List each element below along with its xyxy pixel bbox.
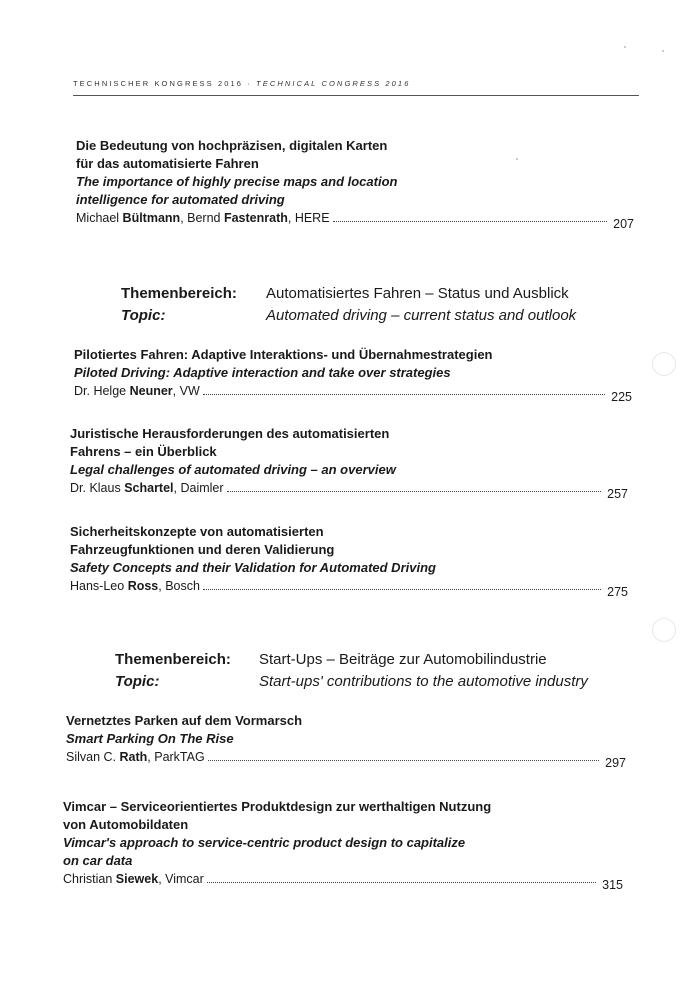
header-separator: · bbox=[247, 79, 252, 88]
topic-label-de: Themenbereich: bbox=[115, 651, 231, 668]
entry-authors-line bbox=[66, 748, 626, 770]
entry-title-de: Vimcar – Serviceorientiertes Produktdesign zur werthaltigen Nutzung bbox=[63, 799, 492, 814]
entry-title-de-cont: Fahrzeugfunktionen und deren Validierung bbox=[70, 542, 335, 557]
header-rule bbox=[73, 95, 639, 96]
topic-heading bbox=[121, 283, 591, 329]
entry-authors: Dr. Klaus Schartel, Daimler bbox=[70, 481, 224, 495]
entry-title-de-cont: Fahrens – ein Überblick bbox=[70, 444, 217, 459]
entry-authors: Dr. Helge Neuner, VW bbox=[74, 384, 200, 398]
dot-leader bbox=[203, 588, 601, 590]
entry-authors-line bbox=[70, 577, 628, 599]
running-title-en: TECHNICAL CONGRESS 2016 bbox=[256, 79, 411, 88]
topic-value-de: Start-Ups – Beiträge zur Automobilindustrie bbox=[259, 651, 547, 668]
entry-title-de: Die Bedeutung von hochpräzisen, digitalen Karten bbox=[76, 138, 388, 153]
entry-page-number: 275 bbox=[607, 585, 628, 599]
entry-title-en: Smart Parking On The Rise bbox=[66, 731, 234, 746]
entry-authors-line bbox=[76, 209, 634, 231]
topic-value-en: Start-ups' contributions to the automotive industry bbox=[259, 673, 588, 690]
toc-entry bbox=[66, 712, 626, 770]
entry-authors: Silvan C. Rath, ParkTAG bbox=[66, 750, 205, 764]
scan-speck bbox=[516, 158, 518, 160]
topic-value-en: Automated driving – current status and outlook bbox=[266, 307, 577, 324]
entry-page-number: 257 bbox=[607, 487, 628, 501]
topic-label-en: Topic: bbox=[115, 673, 160, 690]
entry-title-en-cont: on car data bbox=[63, 853, 133, 868]
entry-page-number: 225 bbox=[611, 390, 632, 404]
entry-title-de: Pilotiertes Fahren: Adaptive Interaktions- und Übernahmestrategien bbox=[74, 347, 493, 362]
entry-authors-line bbox=[70, 479, 628, 501]
topic-label-de: Themenbereich: bbox=[121, 285, 237, 302]
toc-entry bbox=[76, 137, 634, 231]
entry-page-number: 207 bbox=[613, 217, 634, 231]
entry-title-de: Juristische Herausforderungen des automatisierten bbox=[70, 426, 390, 441]
entry-title-de-cont: für das automatisierte Fahren bbox=[76, 156, 259, 171]
topic-value-de: Automatisiertes Fahren – Status und Ausblick bbox=[266, 285, 569, 302]
scan-speck bbox=[624, 46, 626, 48]
toc-entry bbox=[70, 523, 628, 599]
toc-entry bbox=[70, 425, 628, 501]
entry-title-de: Vernetztes Parken auf dem Vormarsch bbox=[66, 713, 303, 728]
running-title-de: TECHNISCHER KONGRESS 2016 bbox=[73, 79, 244, 88]
entry-authors: Christian Siewek, Vimcar bbox=[63, 872, 204, 886]
entry-title-de-cont: von Automobildaten bbox=[63, 817, 189, 832]
entry-title-en-cont: intelligence for automated driving bbox=[76, 192, 285, 207]
dot-leader bbox=[203, 393, 605, 395]
entry-authors-line bbox=[63, 870, 623, 892]
entry-title-en: Vimcar's approach to service-centric product design to capitalize bbox=[63, 835, 466, 850]
dot-leader bbox=[227, 490, 602, 492]
entry-page-number: 297 bbox=[605, 756, 626, 770]
toc-entry bbox=[63, 798, 623, 892]
entry-page-number: 315 bbox=[602, 878, 623, 892]
running-header bbox=[73, 79, 410, 88]
dot-leader bbox=[208, 759, 599, 761]
entry-title-en: Legal challenges of automated driving – an overview bbox=[70, 462, 396, 477]
topic-label-en: Topic: bbox=[121, 307, 166, 324]
entry-title-de: Sicherheitskonzepte von automatisierten bbox=[70, 524, 324, 539]
punch-hole-mark bbox=[652, 352, 676, 376]
punch-hole-mark bbox=[652, 618, 676, 642]
entry-authors: Hans-Leo Ross, Bosch bbox=[70, 579, 200, 593]
entry-title-en: Piloted Driving: Adaptive interaction and take over strategies bbox=[74, 365, 451, 380]
dot-leader bbox=[333, 220, 608, 222]
entry-authors-line bbox=[74, 382, 632, 404]
dot-leader bbox=[207, 881, 596, 883]
entry-title-en: Safety Concepts and their Validation for Automated Driving bbox=[70, 560, 436, 575]
toc-entry bbox=[74, 346, 632, 404]
topic-heading bbox=[115, 649, 595, 695]
scan-speck bbox=[662, 50, 664, 52]
entry-title-en: The importance of highly precise maps and location bbox=[76, 174, 398, 189]
entry-authors: Michael Bültmann, Bernd Fastenrath, HERE bbox=[76, 211, 330, 225]
